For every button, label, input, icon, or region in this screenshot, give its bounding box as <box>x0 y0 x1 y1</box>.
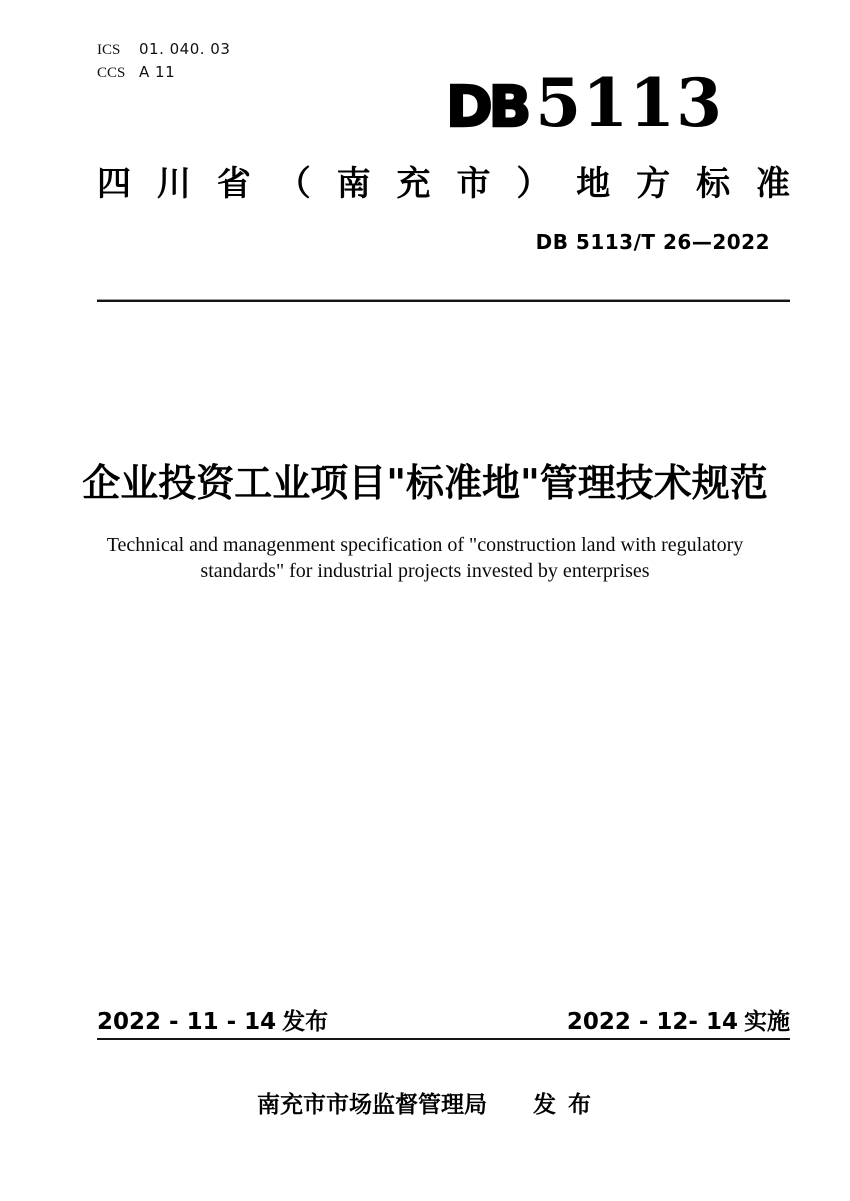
db-logo-region-code: 5113 <box>535 64 723 142</box>
implement-date-group <box>567 1008 790 1036</box>
classification-block <box>97 38 230 84</box>
issue-label: 发布 <box>282 1009 329 1035</box>
publisher-row <box>0 1090 850 1120</box>
ics-code <box>97 38 230 61</box>
issue-date-group <box>97 1008 328 1036</box>
region-standard-title: 四川省（南充市）地方标准 <box>97 164 790 204</box>
ccs-label: CCS <box>97 65 126 81</box>
document-title-zh: 企业投资工业项目"标准地"管理技术规范 <box>82 461 768 505</box>
ics-label: ICS <box>97 42 121 58</box>
document-title-en-line1: Technical and managenment specification of "construction land with regulatory <box>106 534 744 556</box>
ccs-value: A 11 <box>139 63 176 81</box>
db-logo-prefix: DB <box>446 75 528 140</box>
publisher-name: 南充市市场监督管理局 <box>256 1092 487 1118</box>
document-title-en <box>95 532 755 584</box>
db-standard-logo <box>446 64 723 142</box>
standard-number: DB 5113/T 26—2022 <box>535 230 770 254</box>
header-divider <box>97 299 790 302</box>
ccs-code <box>97 61 230 84</box>
implement-date: 2022 - 12- 14 <box>566 1009 738 1035</box>
date-row <box>97 1008 790 1036</box>
footer-divider <box>97 1038 790 1040</box>
release-label: 发 布 <box>532 1092 593 1118</box>
issue-date: 2022 - 11 - 14 <box>97 1009 277 1035</box>
ics-value: 01. 040. 03 <box>139 40 231 58</box>
implement-label: 实施 <box>744 1009 790 1035</box>
document-title-en-line2: standards" for industrial projects invested by enterprises <box>200 560 650 582</box>
